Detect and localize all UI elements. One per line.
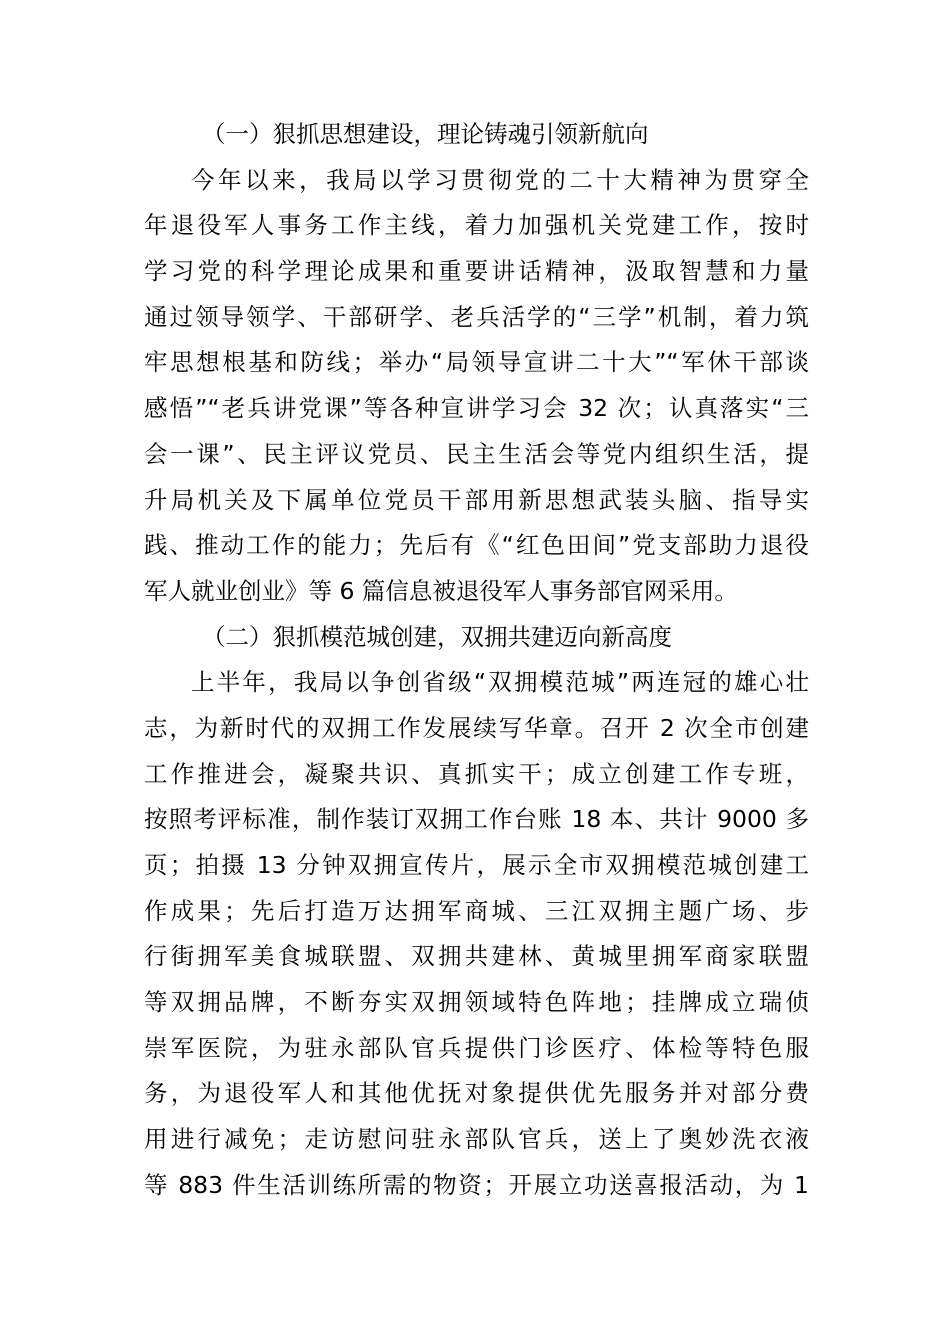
- paragraph-line: 会一课”、民主评议党员、民主生活会等党内组织生活，提: [144, 439, 809, 468]
- paragraph-line: 升局机关及下属单位党员干部用新思想武装头脑、指导实: [144, 485, 809, 514]
- paragraph-line: 践、推动工作的能力；先后有《“红色田间”党支部助力退役: [144, 531, 809, 560]
- paragraph-line: 作成果；先后打造万达拥军商城、三江双拥主题广场、步: [144, 896, 809, 925]
- document-body: [144, 112, 809, 1209]
- paragraph-line: 页；拍摄 13 分钟双拥宣传片，展示全市双拥模范城创建工: [144, 851, 809, 879]
- paragraph-line: 年退役军人事务工作主线，着力加强机关党建工作，按时: [144, 211, 809, 240]
- paragraph-line: 务，为退役军人和其他优抚对象提供优先服务并对部分费: [144, 1079, 809, 1108]
- paragraph-line: 等双拥品牌，不断夯实双拥领域特色阵地；挂牌成立瑞侦: [144, 988, 809, 1017]
- paragraph-line: 军人就业创业》等 6 篇信息被退役军人事务部官网采用。: [144, 576, 738, 605]
- paragraph-line: 志，为新时代的双拥工作发展续写华章。召开 2 次全市创建: [144, 713, 809, 742]
- paragraph-line: 崇军医院，为驻永部队官兵提供门诊医疗、体检等特色服: [144, 1033, 809, 1062]
- section-heading-1: （一）狠抓思想建设，理论铸魂引领新航向: [202, 120, 649, 148]
- paragraph-line: 感悟”“老兵讲党课”等各种宣讲学习会 32 次；认真落实“三: [144, 394, 809, 423]
- paragraph-line: 牢思想根基和防线；举办“局领导宣讲二十大”“军休干部谈: [144, 348, 809, 377]
- paragraph-line: 上半年，我局以争创省级“双拥模范城”两连冠的雄心壮: [191, 668, 809, 697]
- paragraph-line: 通过领导领学、干部研学、老兵活学的“三学”机制，着力筑: [144, 302, 809, 331]
- section-heading-2: （二）狠抓模范城创建，双拥共建迈向新高度: [202, 622, 672, 651]
- paragraph-line: 工作推进会，凝聚共识、真抓实干；成立创建工作专班，: [144, 759, 809, 788]
- paragraph-line: 今年以来，我局以学习贯彻党的二十大精神为贯穿全: [191, 165, 809, 194]
- paragraph-line: 按照考评标准，制作装订双拥工作台账 18 本、共计 9000 多: [144, 805, 809, 834]
- paragraph-line: 学习党的科学理论成果和重要讲话精神，汲取智慧和力量: [144, 257, 809, 286]
- paragraph-line: 用进行减免；走访慰问驻永部队官兵，送上了奥妙洗衣液: [144, 1125, 809, 1154]
- paragraph-line: 等 883 件生活训练所需的物资；开展立功送喜报活动，为 1: [144, 1170, 809, 1199]
- paragraph-line: 行街拥军美食城联盟、双拥共建林、黄城里拥军商家联盟: [144, 942, 809, 971]
